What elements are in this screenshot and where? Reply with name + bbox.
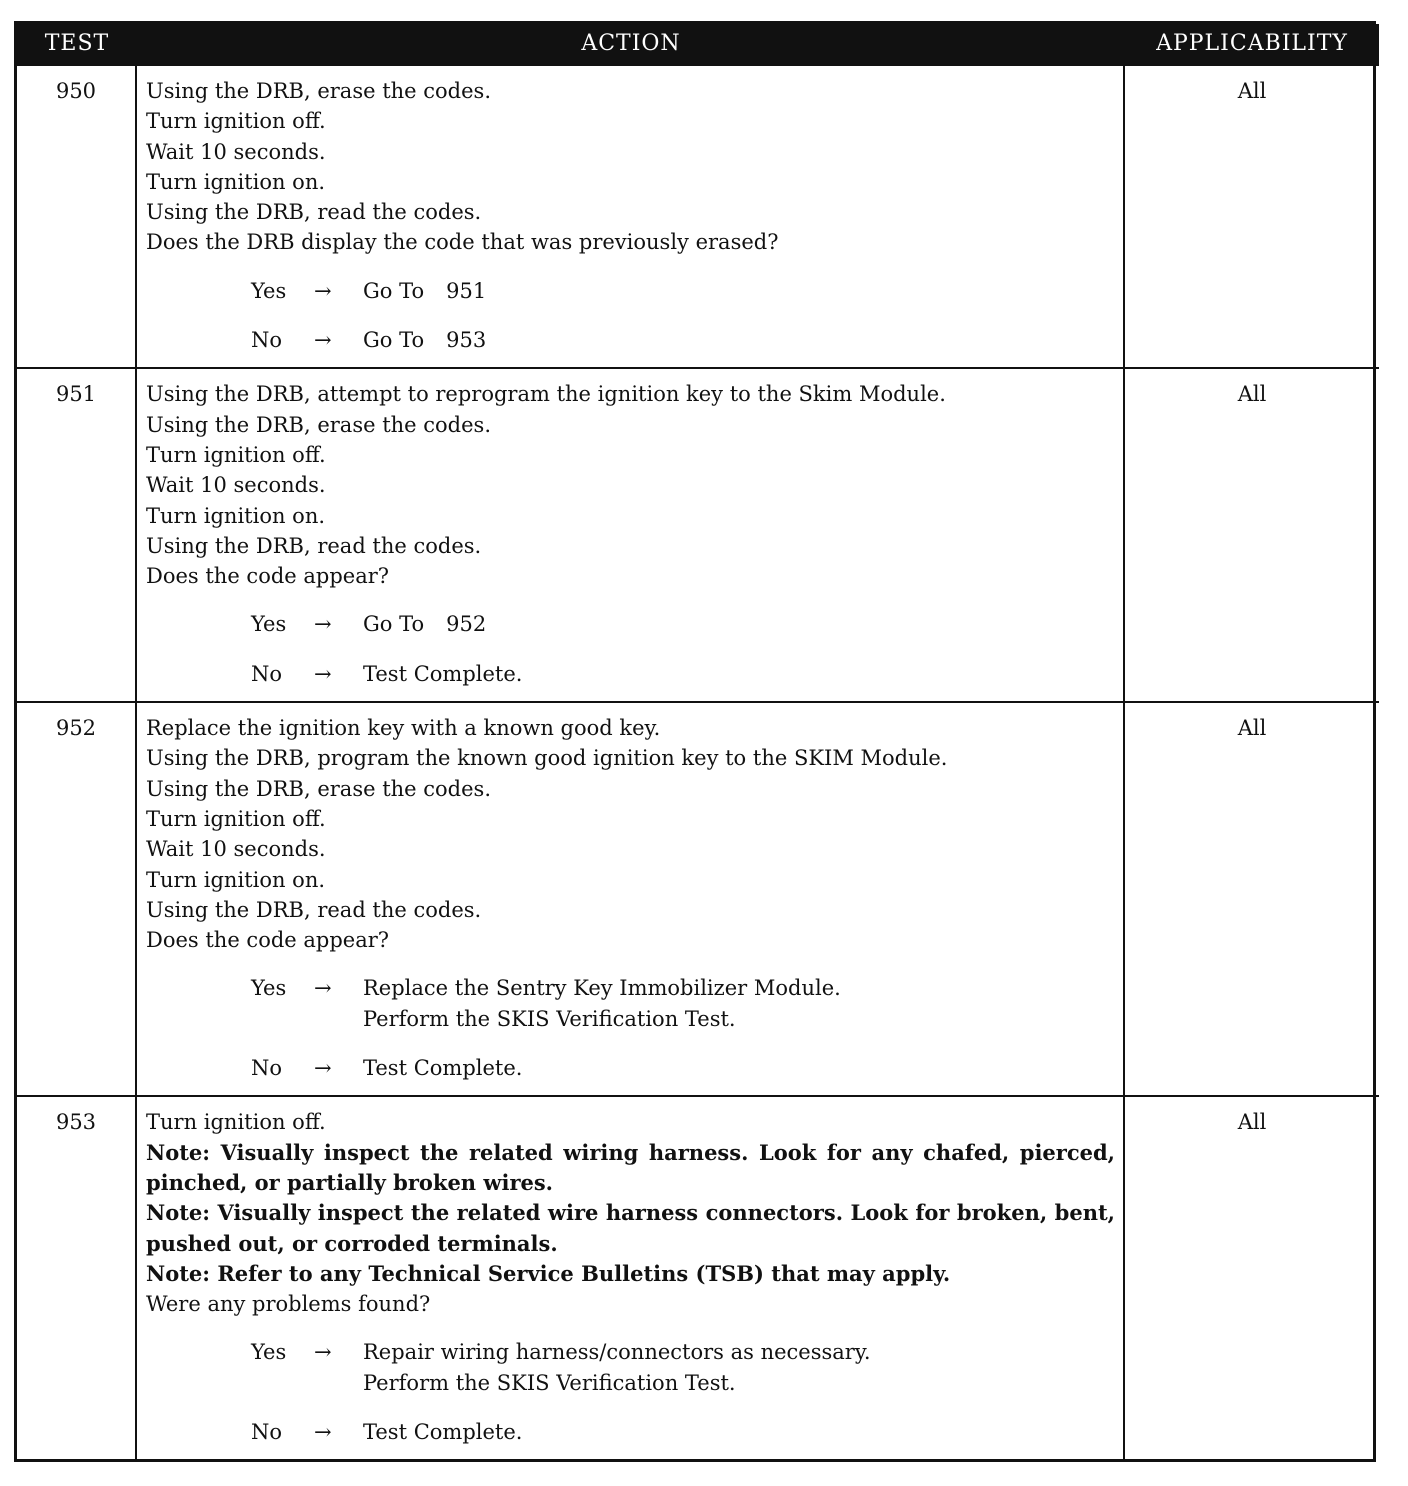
- outcome-text-line: Perform the SKIS Verification Test.: [363, 1006, 736, 1031]
- outcome-text: Test Complete.: [363, 1419, 523, 1444]
- no-outcome: [146, 659, 1115, 689]
- action-line: Using the DRB, program the known good ignition key to the SKIM Module.: [146, 746, 948, 771]
- no-label: No: [251, 661, 283, 686]
- action-line: Does the DRB display the code that was previously erased?: [146, 230, 779, 255]
- applicability-953: All: [1125, 1095, 1379, 1459]
- outcomes: [146, 609, 1115, 701]
- arrow-icon: →: [314, 1419, 332, 1444]
- outcomes: [146, 276, 1115, 368]
- action-line: Turn ignition off.: [146, 109, 326, 134]
- action-line: Using the DRB, erase the codes.: [146, 79, 491, 103]
- test-number-953: 953: [17, 1095, 137, 1459]
- header-test: TEST: [17, 24, 137, 64]
- action-line: Does the code appear?: [146, 928, 390, 953]
- no-label: No: [251, 1419, 283, 1444]
- goto-target: 952: [446, 612, 487, 637]
- test-number-951: 951: [17, 367, 137, 701]
- outcome-text-line: Perform the SKIS Verification Test.: [363, 1370, 736, 1395]
- yes-outcome: [146, 609, 1115, 639]
- yes-label: Yes: [251, 976, 287, 1001]
- arrow-icon: →: [314, 1056, 332, 1081]
- arrow-icon: →: [314, 612, 332, 637]
- test-number-952: 952: [17, 701, 137, 1095]
- goto-label: Go To: [363, 328, 425, 353]
- diagnostic-test-table: [14, 21, 1376, 1462]
- action-line: Turn ignition off.: [146, 1110, 326, 1135]
- outcomes: [146, 1337, 1115, 1459]
- arrow-icon: →: [314, 976, 332, 1001]
- action-line: Using the DRB, read the codes.: [146, 533, 482, 558]
- outcomes: [146, 973, 1115, 1095]
- outcome-text: [363, 1337, 1115, 1398]
- outcome-text: [363, 973, 1115, 1034]
- action-cell-951: [137, 367, 1125, 701]
- no-label: No: [251, 1056, 283, 1081]
- applicability-950: All: [1125, 64, 1379, 367]
- no-outcome: [146, 1053, 1115, 1083]
- action-line: Turn ignition on.: [146, 867, 326, 892]
- action-line: Turn ignition on.: [146, 169, 326, 194]
- action-line: Using the DRB, read the codes.: [146, 200, 482, 225]
- action-cell-952: [137, 701, 1125, 1095]
- action-cell-950: [137, 64, 1125, 367]
- action-line: Using the DRB, read the codes.: [146, 897, 482, 922]
- note-text: Note: Refer to any Technical Service Bulletins (TSB) that may apply.: [146, 1260, 951, 1286]
- outcome-text-line: Replace the Sentry Key Immobilizer Module.: [363, 976, 841, 1001]
- goto-label: Go To: [363, 612, 425, 637]
- note-text: Note: Visually inspect the related wire harness connectors. Look for broken, bent, pushed out, or corroded terminals.: [146, 1200, 1115, 1256]
- goto-text: [363, 276, 1115, 306]
- test-number-950: 950: [17, 64, 137, 367]
- goto-label: Go To: [363, 278, 425, 303]
- header-applicability: APPLICABILITY: [1125, 24, 1379, 64]
- yes-outcome: [146, 276, 1115, 306]
- yes-outcome: [146, 973, 1115, 1034]
- action-line: Wait 10 seconds.: [146, 139, 326, 164]
- header-action: ACTION: [137, 24, 1125, 64]
- action-line: Turn ignition on.: [146, 503, 326, 528]
- goto-text: [363, 609, 1115, 639]
- action-line: Using the DRB, attempt to reprogram the ignition key to the Skim Module.: [146, 382, 946, 407]
- outcome-text-line: Repair wiring harness/connectors as necessary.: [363, 1340, 871, 1365]
- action-line: Does the code appear?: [146, 564, 390, 589]
- action-line: Wait 10 seconds.: [146, 473, 326, 498]
- outcome-text: Test Complete.: [363, 1056, 523, 1081]
- action-line: Turn ignition off.: [146, 442, 326, 467]
- arrow-icon: →: [314, 1340, 332, 1365]
- no-outcome: [146, 325, 1115, 355]
- applicability-951: All: [1125, 367, 1379, 701]
- table-grid: [17, 24, 1373, 1459]
- goto-text: [363, 325, 1115, 355]
- note-text: Note: Visually inspect the related wiring harness. Look for any chafed, pierced, pinched, or partially broken wires.: [146, 1139, 1115, 1195]
- arrow-icon: →: [314, 328, 332, 353]
- action-line: Replace the ignition key with a known good key.: [146, 716, 661, 741]
- action-line: Using the DRB, erase the codes.: [146, 776, 491, 801]
- action-line: Were any problems found?: [146, 1292, 431, 1317]
- yes-label: Yes: [251, 1340, 287, 1365]
- arrow-icon: →: [314, 278, 332, 303]
- yes-outcome: [146, 1337, 1115, 1398]
- goto-target: 951: [446, 278, 487, 303]
- yes-label: Yes: [251, 278, 287, 303]
- goto-target: 953: [446, 328, 487, 353]
- yes-label: Yes: [251, 612, 287, 637]
- action-line: Turn ignition off.: [146, 806, 326, 831]
- no-label: No: [251, 328, 283, 353]
- action-cell-953: [137, 1095, 1125, 1459]
- applicability-952: All: [1125, 701, 1379, 1095]
- action-line: Using the DRB, erase the codes.: [146, 412, 491, 437]
- outcome-text: Test Complete.: [363, 661, 523, 686]
- no-outcome: [146, 1417, 1115, 1447]
- arrow-icon: →: [314, 661, 332, 686]
- action-line: Wait 10 seconds.: [146, 837, 326, 862]
